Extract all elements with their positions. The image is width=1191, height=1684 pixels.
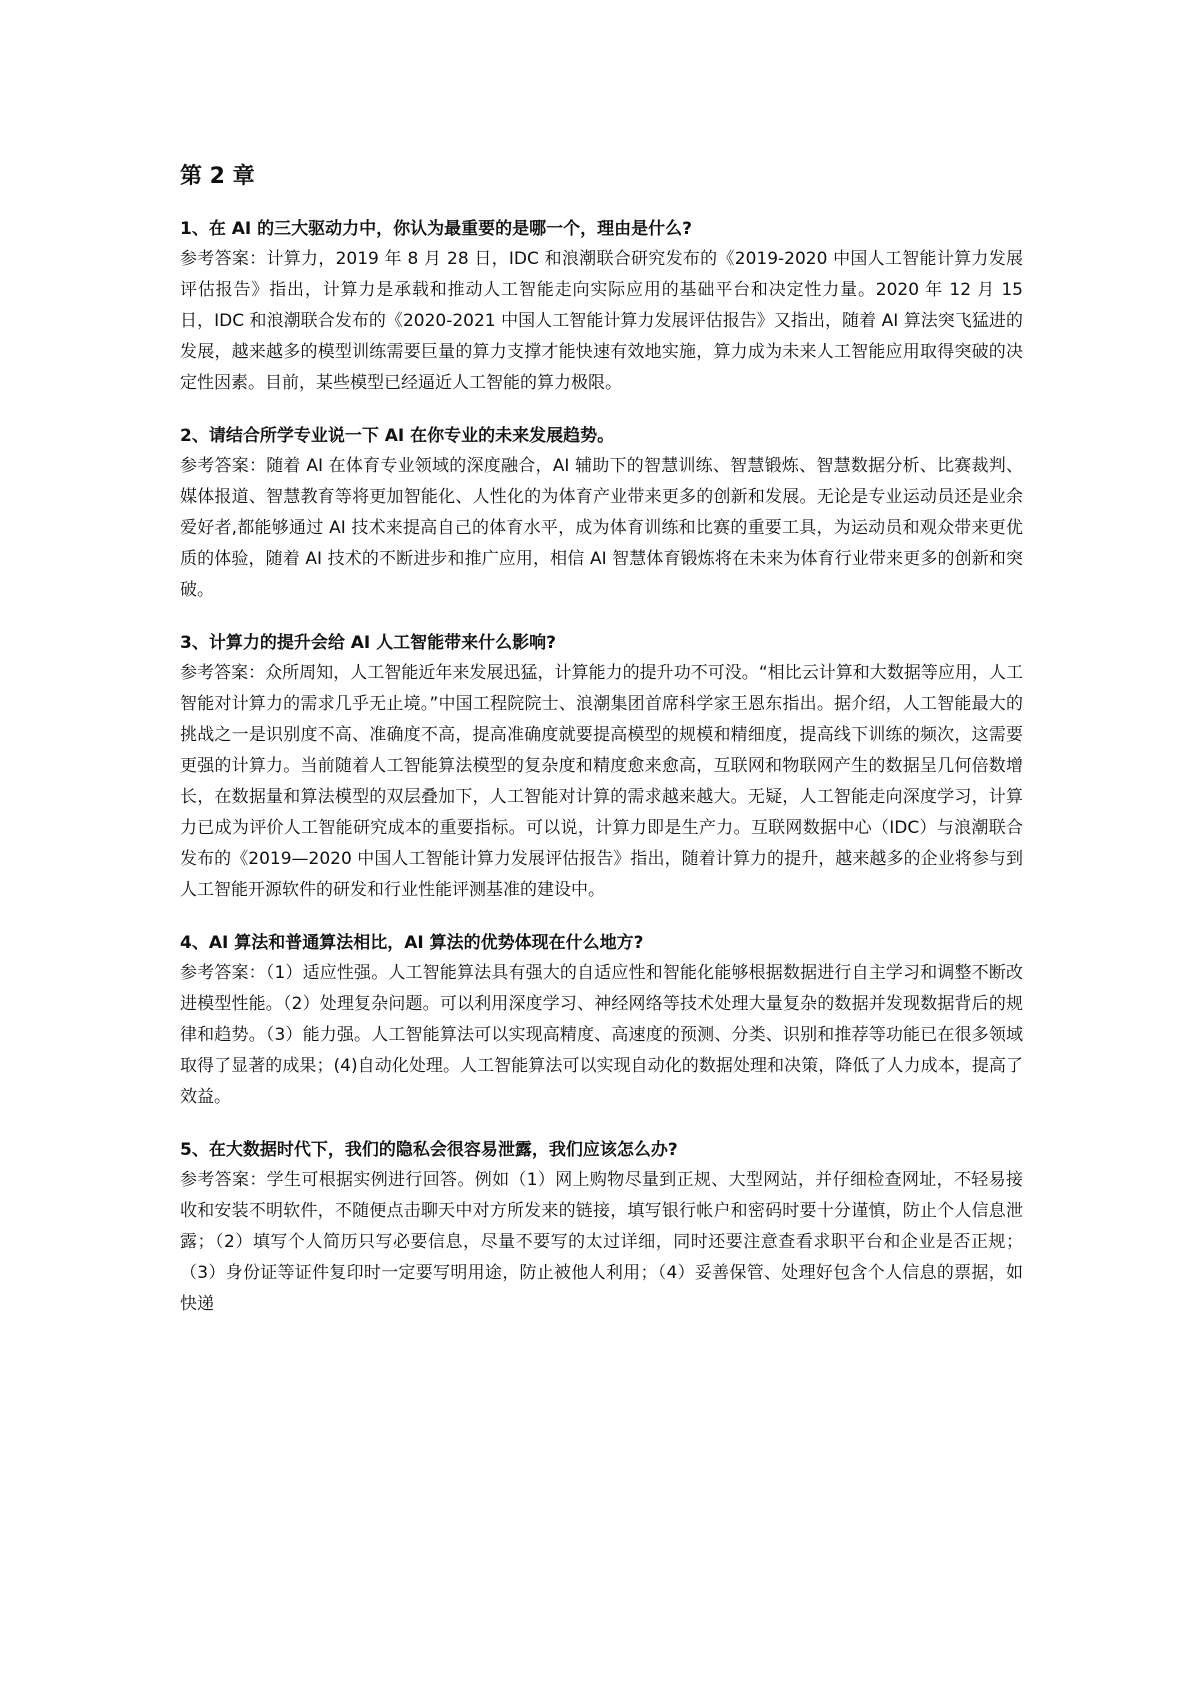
answer-4: 参考答案：（1）适应性强。人工智能算法具有强大的自适应性和智能化能够根据数据进行自主学习和调整不断改进模型性能。（2）处理复杂问题。可以利用深度学习、神经网络等技术处理大量复杂的数据并发现数据背后的规律和趋势。（3）能力强。人工智能算法可以实现高精度、高速度的预测、分类、识别和推荐等功能已在很多领域取得了显著的成果；(4)自动化处理。人工智能算法可以实现自动化的数据处理和决策，降低了人力成本，提高了效益。 [180,963,1023,1107]
question-5: 5、在大数据时代下，我们的隐私会很容易泄露，我们应该怎么办? [180,1140,678,1160]
qa-item-5 [180,1135,1023,1320]
question-2: 2、请结合所学专业说一下 AI 在你专业的未来发展趋势。 [180,426,615,446]
qa-item-4 [180,928,1023,1113]
qa-item-2 [180,421,1023,606]
answer-3: 参考答案：众所周知，人工智能近年来发展迅猛，计算能力的提升功不可没。“相比云计算和大数据等应用，人工智能对计算力的需求几乎无止境。”中国工程院院士、浪潮集团首席科学家王恩东指出。据介绍，人工智能最大的挑战之一是识别度不高、准确度不高，提高准确度就要提高模型的规模和精细度，提高线下训练的频次，这需要更强的计算力。当前随着人工智能算法模型的复杂度和精度愈来愈高，互联网和物联网产生的数据呈几何倍数增长，在数据量和算法模型的双层叠加下，人工智能对计算的需求越来越大。无疑，人工智能走向深度学习，计算力已成为评价人工智能研究成本的重要指标。可以说，计算力即是生产力。互联网数据中心（IDC）与浪潮联合发布的《2019—2020 中国人工智能计算力发展评估报告》指出，随着计算力的提升，越来越多的企业将参与到人工智能开源软件的研发和行业性能评测基准的建设中。 [180,663,1023,900]
question-4: 4、AI 算法和普通算法相比，AI 算法的优势体现在什么地方? [180,933,644,953]
answer-5: 参考答案：学生可根据实例进行回答。例如（1）网上购物尽量到正规、大型网站，并仔细检查网址，不轻易接收和安装不明软件，不随便点击聊天中对方所发来的链接，填写银行帐户和密码时要十分谨慎，防止个人信息泄露；（2）填写个人简历只写必要信息，尽量不要写的太过详细，同时还要注意查看求职平台和企业是否正规；（3）身份证等证件复印时一定要写明用途，防止被他人利用；（4）妥善保管、处理好包含个人信息的票据，如快递 [180,1170,1023,1314]
answer-2: 参考答案：随着 AI 在体育专业领域的深度融合，AI 辅助下的智慧训练、智慧锻炼、智慧数据分析、比赛裁判、媒体报道、智慧教育等将更加智能化、人性化的为体育产业带来更多的创新和发展。无论是专业运动员还是业余爱好者,都能够通过 AI 技术来提高自己的体育水平，成为体育训练和比赛的重要工具，为运动员和观众带来更优质的体验，随着 AI 技术的不断进步和推广应用，相信 AI 智慧体育锻炼将在未来为体育行业带来更多的创新和突破。 [180,456,1023,600]
question-1: 1、在 AI 的三大驱动力中，你认为最重要的是哪一个，理由是什么? [180,219,693,239]
qa-item-3 [180,628,1023,906]
answer-1: 参考答案：计算力，2019 年 8 月 28 日，IDC 和浪潮联合研究发布的《2019-2020 中国人工智能计算力发展评估报告》指出，计算力是承载和推动人工智能走向实际应用的基础平台和决定性力量。2020 年 12 月 15 日，IDC 和浪潮联合发布的《2020-2021 中国人工智能计算力发展评估报告》又指出，随着 AI 算法突飞猛进的发展，越来越多的模型训练需要巨量的算力支撑才能快速有效地实施，算力成为未来人工智能应用取得突破的决定性因素。目前，某些模型已经逼近人工智能的算力极限。 [180,249,1023,393]
chapter-title: 第 2 章 [180,164,255,189]
qa-item-1 [180,214,1023,399]
question-3: 3、计算力的提升会给 AI 人工智能带来什么影响? [180,633,557,653]
